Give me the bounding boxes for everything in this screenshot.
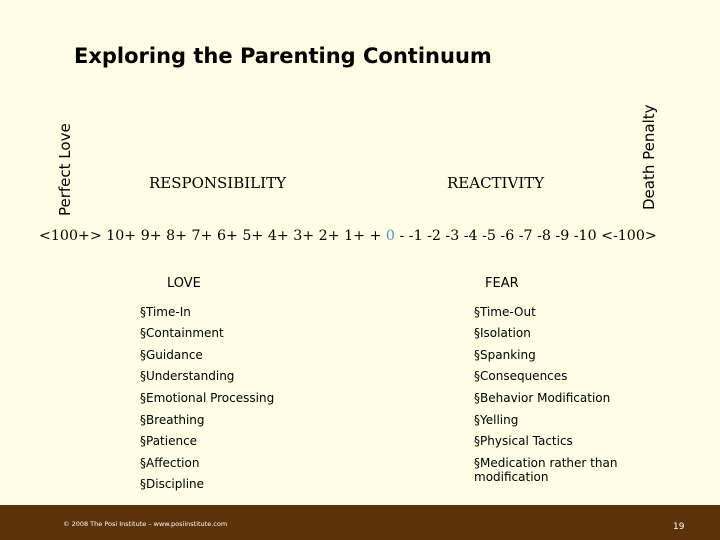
scale-negative: - -1 -2 -3 -4 -5 -6 -7 -8 -9 -10 <-100> <box>399 228 657 244</box>
left-extreme-label: Perfect Love <box>56 123 74 216</box>
list-item: §Medication rather than modification <box>474 456 618 484</box>
right-pole-label: REACTIVITY <box>447 174 545 192</box>
list-item: §Containment <box>140 326 224 340</box>
list-item: §Behavior Modification <box>474 391 611 405</box>
slide-title: Exploring the Parenting Continuum <box>74 44 492 68</box>
list-item: §Understanding <box>140 369 235 383</box>
list-item: §Time-In <box>140 305 191 319</box>
love-heading: LOVE <box>167 276 201 291</box>
list-item: §Discipline <box>140 477 205 491</box>
list-item: §Isolation <box>474 326 531 340</box>
copyright-text: © 2008 The Posi Institute – www.posiinstitute.com <box>63 520 228 528</box>
list-item: §Guidance <box>140 348 203 362</box>
fear-heading: FEAR <box>485 276 519 291</box>
list-item: §Patience <box>140 434 198 448</box>
scale-positive: <100+> 10+ 9+ 8+ 7+ 6+ 5+ 4+ 3+ 2+ 1+ + <box>39 228 382 244</box>
list-item: §Breathing <box>140 413 205 427</box>
list-item: §Time-Out <box>474 305 536 319</box>
list-item: §Consequences <box>474 369 568 383</box>
footer-bar <box>0 505 720 540</box>
list-item: §Emotional Processing <box>140 391 275 405</box>
list-item: §Affection <box>140 456 200 470</box>
continuum-scale <box>39 228 657 244</box>
list-item: §Physical Tactics <box>474 434 573 448</box>
list-item: §Yelling <box>474 413 519 427</box>
scale-zero: 0 <box>385 228 395 244</box>
page-number: 19 <box>673 522 685 532</box>
list-item: §Spanking <box>474 348 536 362</box>
left-pole-label: RESPONSIBILITY <box>149 174 286 192</box>
right-extreme-label: Death Penalty <box>640 104 658 210</box>
